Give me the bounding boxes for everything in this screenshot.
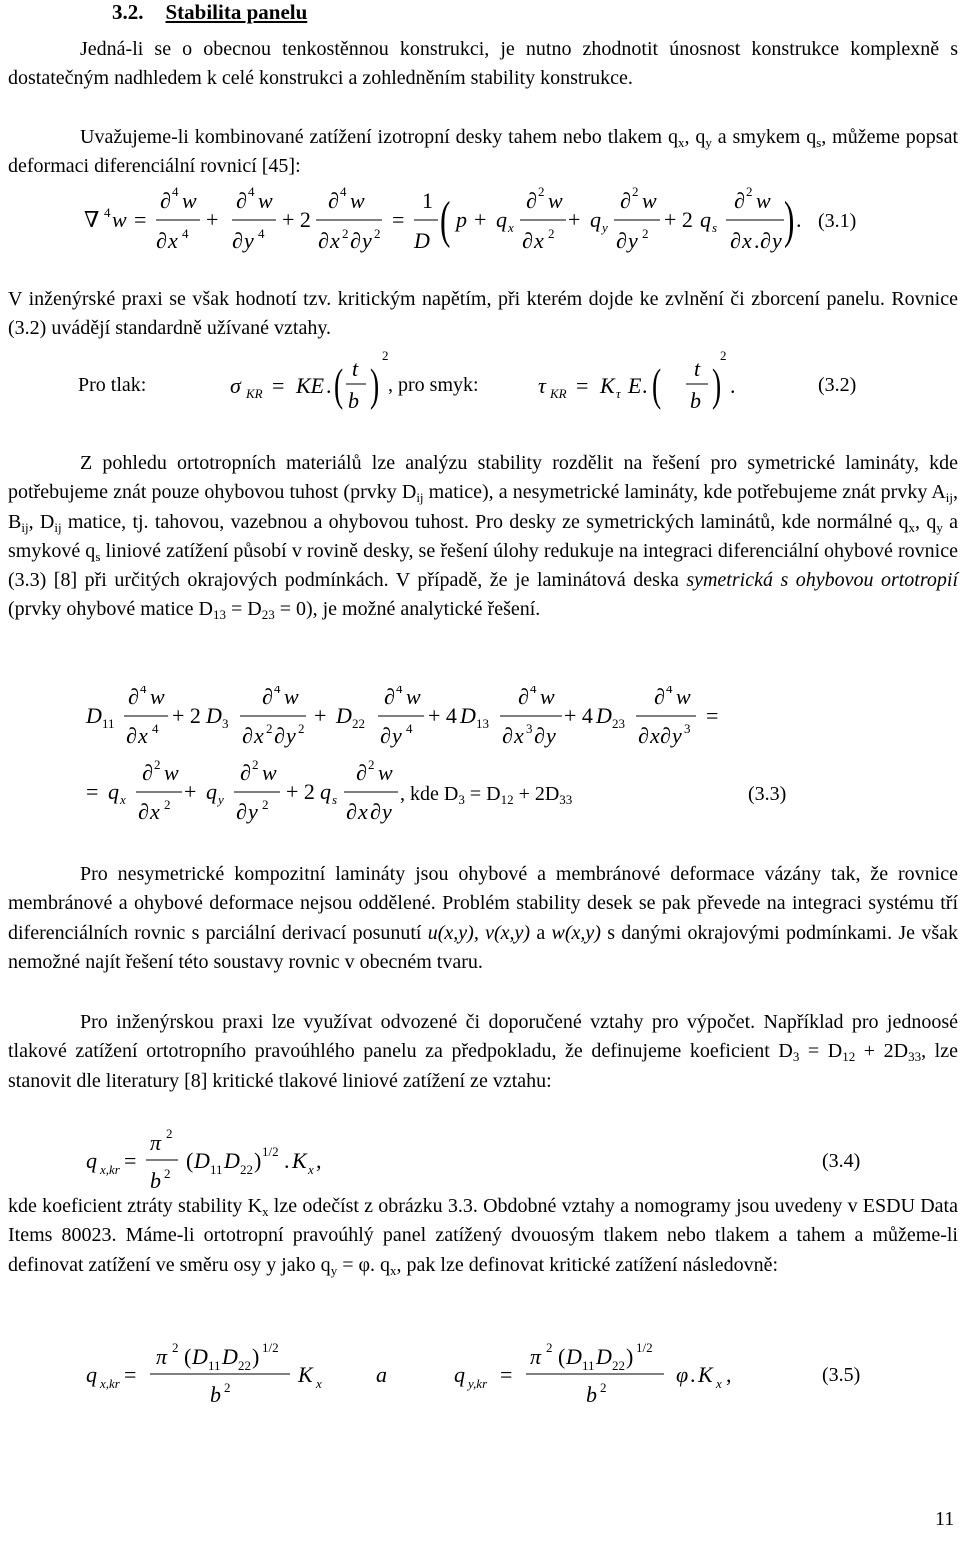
svg-text:2: 2 [224,1380,231,1395]
svg-text:y: y [248,799,258,824]
svg-text:w: w [164,760,179,785]
svg-text:KR: KR [246,386,263,401]
svg-text:w: w [676,686,691,709]
svg-text:w: w [406,686,421,709]
svg-text:π: π [530,1344,542,1369]
svg-text:4: 4 [396,686,403,696]
svg-text:4: 4 [248,184,255,199]
svg-text:2: 2 [632,184,639,199]
svg-text:w: w [182,188,197,213]
svg-text:q: q [86,1148,97,1173]
svg-text:y: y [362,228,372,253]
svg-text:∇: ∇ [84,207,100,232]
svg-text:): ) [712,359,722,411]
svg-text:φ: φ [676,1362,689,1387]
equation-3-3-label: (3.3) [748,783,787,805]
svg-text:.: . [690,1362,696,1387]
svg-text:2: 2 [298,721,305,736]
svg-text:2: 2 [172,1340,179,1355]
svg-text:(: ( [440,192,451,250]
svg-text:y: y [218,792,224,807]
svg-text:q: q [320,779,331,804]
svg-text:): ) [626,1344,634,1369]
svg-text:∂: ∂ [526,188,537,213]
svg-text:w: w [284,686,299,709]
svg-text:∂: ∂ [318,228,329,253]
svg-text:∂: ∂ [518,686,529,709]
svg-text:(: ( [186,1148,194,1173]
svg-text:+: + [184,779,197,804]
svg-text:∂: ∂ [502,723,513,748]
svg-text:+ 2: + 2 [282,207,311,232]
svg-text:4: 4 [340,184,347,199]
svg-text:∂: ∂ [522,228,533,253]
svg-text:b: b [586,1382,597,1407]
equation-3-4-formula [0,1124,960,1196]
svg-text:∂: ∂ [236,188,247,213]
svg-text:=: = [272,373,285,398]
svg-text:2: 2 [342,226,349,241]
svg-text:∂: ∂ [734,188,745,213]
equation-3-2-label: (3.2) [818,374,857,396]
svg-text:11: 11 [582,1358,595,1373]
svg-text:y: y [772,228,782,253]
svg-text:KE: KE [296,373,325,398]
svg-text:=: = [500,1362,513,1387]
svg-text:q: q [86,1362,97,1387]
svg-text:∂: ∂ [384,686,395,709]
svg-text:2: 2 [538,184,545,199]
svg-text:∂: ∂ [660,723,671,748]
section-heading [112,0,307,25]
svg-text:2: 2 [166,1126,173,1141]
svg-text:D: D [336,703,352,728]
svg-text:w: w [378,760,393,785]
equation-3-5-label: (3.5) [822,1364,861,1386]
svg-text:D: D [596,703,612,728]
svg-text:x: x [254,723,264,748]
svg-text:=: = [134,207,147,232]
svg-text:22: 22 [238,1358,251,1373]
svg-text:b: b [348,388,359,413]
svg-text:13: 13 [476,716,489,731]
svg-text:x: x [330,228,340,253]
equation-3-5-formula [0,1340,960,1410]
svg-text:+: + [314,703,327,728]
equation-3-2 [0,346,960,416]
svg-text:(: ( [184,1344,192,1369]
svg-text:x: x [716,1376,722,1391]
svg-text:x: x [308,1162,314,1177]
svg-text:.: . [284,1148,290,1173]
equation-3-3: D 11 ∂ 4 w ∂ x 4 + 2 D 3 ∂ 4 w ∂ x 2 ∂ y 2 + D 22 ∂ 4 w ∂ y 4 + 4 D 13 ∂ 4 w ∂ x 3 ∂ y + 4 D 23 ∂ 4 w ∂ x ∂ y 3 = = q x ∂ 2 w ∂ x 2 + q y ∂ 2 w ∂ y 2 + 2 q s ∂ 2 w ∂ x ∂ y , kde $D_3 = D_{12} + 2D_{33}$ (3.3) [0,686,960,836]
svg-text:w: w [350,188,365,213]
equation-3-5 [0,1340,960,1410]
svg-text:K: K [298,1362,313,1387]
svg-text:∂: ∂ [620,188,631,213]
svg-text:=: = [124,1362,137,1387]
svg-text:q: q [108,779,119,804]
svg-text:∂: ∂ [138,799,149,824]
svg-text:w: w [262,760,277,785]
svg-text:): ) [370,359,380,411]
svg-text:2: 2 [382,348,389,363]
svg-text:1/2: 1/2 [262,1340,279,1355]
svg-text:y: y [602,220,608,235]
svg-text:11: 11 [102,716,115,731]
svg-text:∂: ∂ [126,723,137,748]
svg-text:x: x [168,228,178,253]
svg-text:∂: ∂ [346,799,357,824]
equation-3-2-formula-shear [0,346,960,416]
svg-text:y: y [392,723,402,748]
svg-text:=: = [86,779,99,804]
svg-text:K: K [292,1148,307,1173]
equation-3-1-formula [0,182,960,258]
svg-text:∂: ∂ [370,799,381,824]
svg-text:(: ( [651,359,662,411]
svg-text:22: 22 [352,716,365,731]
equation-3-4 [0,1124,960,1196]
svg-text:x: x [316,1376,322,1391]
svg-text:s: s [332,792,338,807]
svg-text:): ) [254,1148,262,1173]
svg-text:σ: σ [230,373,241,398]
svg-text:x: x [120,792,126,807]
svg-text:2: 2 [546,1340,553,1355]
svg-text:w: w [540,686,555,709]
svg-text:x,kr: x,kr [100,1376,120,1391]
svg-text:2: 2 [164,1166,171,1181]
svg-text:22: 22 [240,1162,253,1177]
svg-text:∂: ∂ [232,228,243,253]
svg-text:∂: ∂ [760,228,771,253]
svg-text:=: = [124,1148,137,1173]
svg-text:1: 1 [422,188,433,213]
svg-text:(: ( [558,1344,566,1369]
svg-text:.: . [642,373,648,398]
svg-text:11: 11 [210,1162,223,1177]
svg-text:∂: ∂ [156,228,167,253]
svg-text:w: w [150,686,165,709]
svg-text:π: π [150,1130,162,1155]
svg-text:4: 4 [152,721,159,736]
svg-text:2: 2 [368,757,375,772]
svg-text:D: D [460,703,476,728]
svg-text:D: D [596,1344,612,1369]
svg-text:2: 2 [374,226,381,241]
svg-text:p: p [456,207,467,232]
svg-text:+: + [474,207,487,232]
equation-3-4-label: (3.4) [822,1150,861,1172]
svg-text:2: 2 [548,226,555,241]
svg-text:∂: ∂ [654,686,665,709]
svg-text:w: w [756,188,771,213]
svg-text:x: x [534,228,544,253]
svg-text:∂: ∂ [128,686,139,709]
paragraph-engineering: Pro inženýrskou praxi lze využívat odvozené či doporučené vztahy pro výpočet. Například pro jednoosé tlakové zatížení ortotropního pravoúhlého panelu za předpokladu, že definujeme koeficient $D_3 = D_{12} + 2D_{33}$, lze stanovit dle literatury [8] kritické tlakové liniové zatížení ze vztahu: [8,1011,958,1092]
svg-text:3: 3 [684,721,691,736]
svg-text:x: x [150,799,160,824]
svg-text:τ: τ [538,373,546,398]
paragraph-loads: Uvažujeme-li kombinované zatížení izotropní desky tahem nebo tlakem $q_x$, $q_y$ a smykem $q_s$, můžeme popsat deformaci diferenciální rovnicí [45]: [8,126,958,178]
svg-text:q: q [206,779,217,804]
section-title: Stabilita panelu [165,0,308,24]
svg-text:x: x [742,228,752,253]
svg-text:4: 4 [406,721,413,736]
svg-text:+: + [568,207,581,232]
svg-text:D: D [86,703,102,728]
svg-text:.: . [326,373,332,398]
paragraph-nonsymmetric: Pro nesymetrické kompozitní lamináty jsou ohybové a membránové deformace vázány tak, že rovnice membránové a ohybové deformace nejsou oddělené. Problém stability desek se pak převede na integraci systému tří diferenciálních rovnic s parciální derivací posunutí u(x,y), v(x,y) a w(x,y) s danými okrajovými podmínkami. Je však nemožné najít řešení této soustavy rovnic v obecném tvaru. [8,863,958,973]
svg-text:+ 2: + 2 [664,207,693,232]
svg-text:4: 4 [274,686,281,696]
equation-3-2-prefix: Pro tlak: [78,374,147,396]
paragraph-buckling-coefficient: kde koeficient ztráty stability $K_x$ lze odečíst z obrázku 3.3. Obdobné vztahy a nomogramy jsou uvedeny v ESDU Data Items 80023. Máme-li ortotropní pravoúhlý panel zatížený dvouosým tlakem nebo tlakem a tahem a můžeme-li definovat zatížení ve směru osy y jako $q_y = \varphi$. $q_x$, pak lze definovat kritické zatížení následovně: [8,1195,958,1278]
svg-text:w: w [258,188,273,213]
paragraph-orthotropic: Z pohledu ortotropních materiálů lze analýzu stability rozdělit na řešení pro symetrické lamináty, kde potřebujeme znát pouze ohybovou tuhost (prvky $D_{ij}$ matice), a nesymetrické lamináty, kde potřebujeme znát prvky $A_{ij}$, $B_{ij}$, $D_{ij}$ matice, tj. tahovou, vazebnou a ohybovou tuhost. Pro desky ze symetrických laminátů, kde normálné $q_x$, $q_y$ a smykové $q_s$ liniové zatížení působí v rovině desky, se řešení úlohy redukuje na integraci diferenciální ohybové rovnice (3.3) [8] při určitých okrajových podmínkách. V případě, že je laminátová deska symetrická s ohybovou ortotropií (prvky ohybové matice $D_{13} = D_{23} = 0$), je možné analytické řešení. [8,452,959,623]
svg-text:): ) [252,1344,260,1369]
svg-text:w: w [112,207,127,232]
svg-text:2: 2 [154,757,161,772]
svg-text:+ 2: + 2 [172,703,201,728]
svg-text:y: y [244,228,254,253]
svg-text:x: x [138,723,148,748]
equation-3-1 [0,182,960,258]
svg-text:q: q [454,1362,465,1387]
svg-text:y: y [672,723,682,748]
svg-text:4: 4 [258,226,265,241]
paragraph-intro: Jedná-li se o obecnou tenkostěnnou konstrukci, je nutno zhodnotit únosnost konstrukce komplexně s dostatečným nadhledem k celé konstrukci a zohledněním stability konstrukce. [8,38,958,90]
svg-text:x: x [650,723,660,748]
svg-text:D: D [566,1344,582,1369]
svg-text:4: 4 [140,686,147,696]
svg-text:∂: ∂ [380,723,391,748]
svg-text:+ 4: + 4 [564,703,593,728]
svg-text:∂: ∂ [236,799,247,824]
svg-text:2: 2 [164,797,171,812]
svg-text:a: a [376,1362,387,1387]
svg-text:+ 2: + 2 [286,779,315,804]
svg-text:2: 2 [252,757,259,772]
svg-text:D: D [206,703,222,728]
svg-text:4: 4 [172,184,179,199]
svg-text:∂: ∂ [240,760,251,785]
svg-text:2: 2 [266,721,273,736]
svg-text:=: = [576,373,589,398]
svg-text:b: b [210,1382,221,1407]
svg-text:=: = [392,207,405,232]
svg-text:∂: ∂ [328,188,339,213]
svg-text:y: y [628,228,638,253]
svg-text:2: 2 [746,184,753,199]
svg-text:.: . [754,228,760,253]
svg-text:x: x [514,723,524,748]
svg-text:2: 2 [262,797,269,812]
svg-text:3: 3 [526,721,533,736]
svg-text:D: D [194,1148,210,1173]
svg-text:K: K [600,373,615,398]
svg-text:23: 23 [612,716,625,731]
svg-text:.: . [796,207,802,232]
svg-text:x: x [358,799,368,824]
svg-text:∂: ∂ [142,760,153,785]
svg-text:1/2: 1/2 [262,1144,279,1159]
section-number: 3.2. [112,0,144,24]
svg-text:w: w [548,188,563,213]
svg-text:∂: ∂ [350,228,361,253]
svg-text:): ) [784,192,795,250]
svg-text:2: 2 [600,1380,607,1395]
svg-text:y: y [546,723,556,748]
svg-text:q: q [700,207,711,232]
svg-text:11: 11 [208,1358,221,1373]
equation-3-1-label: (3.1) [818,210,857,232]
svg-text:2: 2 [720,348,727,363]
svg-text:∂: ∂ [638,723,649,748]
equation-3-2-middle: , pro smyk: [388,374,479,396]
svg-text:∂: ∂ [242,723,253,748]
svg-text:22: 22 [612,1358,625,1373]
svg-text:1/2: 1/2 [636,1340,653,1355]
svg-text:D: D [222,1344,238,1369]
svg-text:x,kr: x,kr [100,1162,120,1177]
svg-text:y,kr: y,kr [468,1376,488,1391]
svg-text:=: = [706,703,719,728]
svg-text:4: 4 [666,686,673,696]
svg-text:+: + [206,207,219,232]
svg-text:b: b [690,388,701,413]
svg-text:q: q [496,207,507,232]
paragraph-critical-stress: V inženýrské praxi se však hodnotí tzv. kritickým napětím, při kterém dojde ke zvlnění či zborcení panelu. Rovnice (3.2) uvádějí standardně užívané vztahy. [8,288,958,340]
svg-text:x: x [508,220,514,235]
svg-text:D: D [192,1344,208,1369]
svg-text:.: . [730,373,736,398]
svg-text:D: D [224,1148,240,1173]
svg-text:4: 4 [182,226,189,241]
svg-text:KR: KR [550,386,567,401]
svg-text:π: π [156,1344,168,1369]
svg-text:∂: ∂ [356,760,367,785]
svg-text:K: K [698,1362,713,1387]
svg-text:w: w [642,188,657,213]
svg-text:,: , [316,1148,322,1173]
svg-text:y: y [382,799,392,824]
svg-text:s: s [712,220,718,235]
svg-text:∂: ∂ [274,723,285,748]
svg-text:∂: ∂ [534,723,545,748]
svg-text:4: 4 [104,205,111,220]
equation-3-3-formula [0,686,960,836]
svg-text:q: q [590,207,601,232]
svg-text:D: D [414,228,430,253]
svg-text:y: y [286,723,296,748]
svg-text:∂: ∂ [730,228,741,253]
svg-text:b: b [150,1168,161,1193]
svg-text:2: 2 [642,226,649,241]
svg-text:∂: ∂ [616,228,627,253]
svg-text:τ: τ [616,386,621,401]
svg-text:,: , [726,1362,732,1387]
svg-text:+ 4: + 4 [428,703,457,728]
svg-text:E: E [628,373,642,398]
svg-text:t: t [694,356,701,381]
svg-text:∂: ∂ [160,188,171,213]
page-number: 11 [935,1508,955,1530]
svg-text:3: 3 [222,716,229,731]
svg-text:∂: ∂ [262,686,273,709]
svg-text:(: ( [334,359,344,411]
svg-text:4: 4 [530,686,537,696]
svg-text:t: t [352,356,359,381]
